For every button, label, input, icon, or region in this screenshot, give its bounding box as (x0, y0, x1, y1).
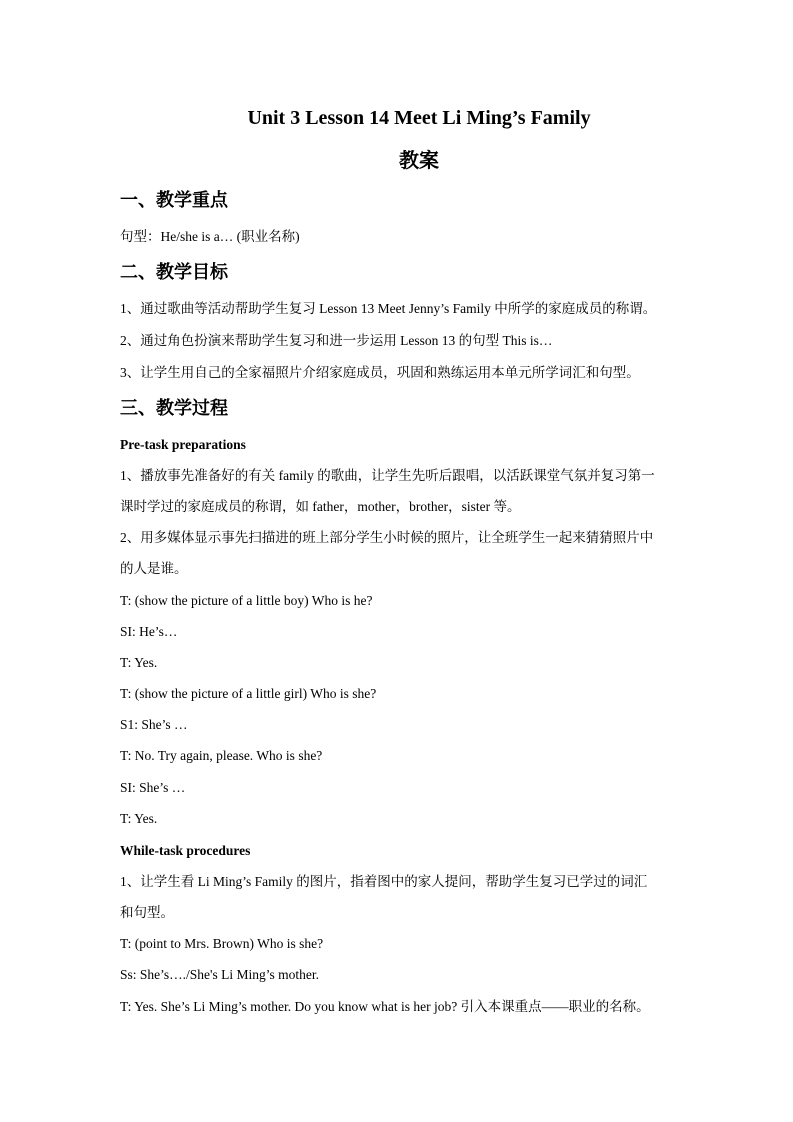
dialogue-line: SI: She’s … (120, 780, 186, 795)
document-subtitle: 教案 (399, 148, 439, 172)
document-title: Unit 3 Lesson 14 Meet Li Ming’s Family (247, 107, 591, 129)
dialogue-line: T: (show the picture of a little girl) Who is she? (120, 686, 377, 701)
text-line: 2、用多媒体显示事先扫描进的班上部分学生小时候的照片，让全班学生一起来猜猜照片中 (120, 530, 654, 545)
dialogue-line: T: (show the picture of a little boy) Who is he? (120, 593, 373, 608)
text-line: 课时学过的家庭成员的称谓，如 father，mother，brother，sister 等。 (120, 499, 521, 514)
text-line: 的人是谁。 (120, 561, 188, 576)
text-line: 3、让学生用自己的全家福照片介绍家庭成员，巩固和熟练运用本单元所学词汇和句型。 (120, 365, 640, 380)
dialogue-line: S1: She’s … (120, 717, 188, 732)
section-heading-process: 三、教学过程 (120, 398, 228, 419)
dialogue-line: T: No. Try again, please. Who is she? (120, 748, 323, 763)
text-line: 句型：He/she is a… (职业名称) (120, 229, 300, 244)
dialogue-line: T: Yes. She’s Li Ming’s mother. Do you know what is her job? 引入本课重点——职业的名称。 (120, 999, 650, 1014)
dialogue-line: T: Yes. (120, 811, 158, 826)
text-line: 2、通过角色扮演来帮助学生复习和进一步运用 Lesson 13 的句型 This is… (120, 333, 553, 348)
dialogue-line: T: Yes. (120, 655, 158, 670)
section-heading-objectives: 二、教学目标 (120, 262, 228, 283)
text-line: 1、通过歌曲等活动帮助学生复习 Lesson 13 Meet Jenny’s Family 中所学的家庭成员的称谓。 (120, 301, 657, 316)
text-line: 1、播放事先准备好的有关 family 的歌曲，让学生先听后跟唱，以活跃课堂气氛并复习第一 (120, 468, 655, 483)
subsection-title-while-task: While-task procedures (120, 843, 251, 858)
section-heading-key-points: 一、教学重点 (120, 190, 228, 211)
dialogue-line: Ss: She’s…./She's Li Ming’s mother. (120, 967, 319, 982)
dialogue-line: T: (point to Mrs. Brown) Who is she? (120, 936, 324, 951)
text-line: 1、让学生看 Li Ming’s Family 的图片，指着图中的家人提问，帮助学生复习已学过的词汇 (120, 874, 648, 889)
dialogue-line: SI: He’s… (120, 624, 178, 639)
subsection-title-pre-task: Pre-task preparations (120, 437, 246, 452)
text-line: 和句型。 (120, 905, 174, 920)
